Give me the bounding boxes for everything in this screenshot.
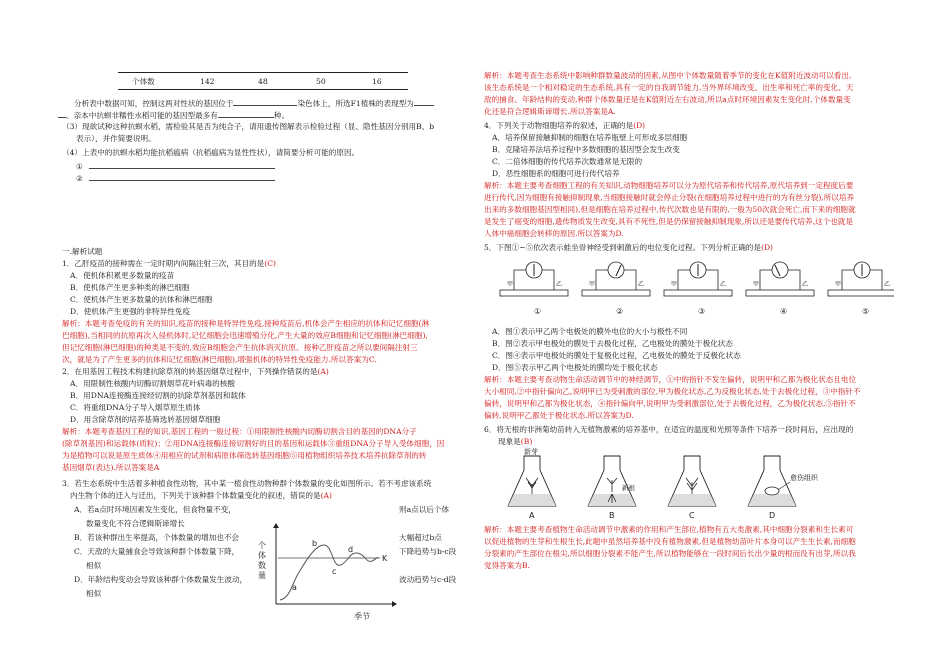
- graph-point-a: a: [292, 583, 297, 592]
- q5-analysis-4: 偏转,说明甲乙都处于极化状态.所以答案为D.: [484, 411, 634, 420]
- q6-analysis-3: 分裂素的产生部位在根尖,所以细胞分裂素不能产生,所以植物能够在一段时间后长出少量的根而没有出芽,所以我: [484, 549, 856, 558]
- q4r-option-a: A．培养保留接触抑制的细胞在培养瓶壁上可形成多层细胞: [492, 133, 688, 142]
- panel-2: [582, 262, 650, 296]
- q5-option-c: C．图④表示甲电极处的膜处于复极化过程，乙电极处的膜处于反极化状态: [492, 351, 741, 360]
- q2-stem-text: 2．在用基因工程技术构建抗除草剂的转基因烟草过程中，下列操作错误的是: [62, 367, 318, 376]
- analysis-text-a: 分析表中数据可知，控制这两对性状的基因位于: [74, 99, 234, 108]
- q2-analysis-1: 解析：本题考查基因工程的知识,基因工程的一般过程：①用限制性核酸内切酶切割含目的基因的DNA分子: [62, 427, 417, 436]
- q5-analysis-2: 大小相同,②中指针偏向乙,说明甲已为受刺激的部位,甲为极化状态,乙为反极化状态,处于去极化过程，③中指针不: [484, 387, 861, 396]
- q4r-answer: (D): [633, 121, 646, 130]
- flask-figure: [502, 448, 822, 520]
- population-graph: [256, 520, 398, 624]
- nerve-potential-figure: [494, 256, 894, 322]
- q3b-opt-c-right: 下降趋势与b-c段: [399, 547, 457, 556]
- q5-analysis-3: 偏转，说明甲和乙都为极化状态，④指针偏向甲,说明甲为受刺激部位,处于去极化过程，乙为极化状态,⑤指针不: [484, 399, 856, 408]
- flask-c-letter: C: [689, 511, 695, 520]
- panel-3: [664, 262, 732, 296]
- q5-option-d: D．图⑤表示甲乙两个电极处的膜均处于极化状态: [492, 363, 658, 372]
- q6-analysis-2: 以促进植物的生芽和生根生长,此题中虽然培养基中没有植物激素,但是植物幼苗叶片本身可以产生生长素,而细胞: [484, 537, 856, 546]
- panel-1: [500, 262, 568, 296]
- svg-text:乙: 乙: [884, 281, 891, 288]
- table-top-rule: [118, 72, 408, 73]
- q3b-opt-c-left: C．天敌的大量捕食会导致该种群个体数量下降，: [74, 547, 240, 556]
- graph-point-d: d: [348, 545, 354, 554]
- q5-stem: [484, 242, 773, 254]
- graph-ylabel-1: 个: [258, 541, 266, 550]
- q3b-opt-d-right: 波动趋势与c-d段: [399, 575, 457, 584]
- panel-label-1: ①: [534, 307, 542, 316]
- q3b-stem-1: 3．若生态系统中生活着多种植食性动物，其中某一植食性动物种群个体数量的变化如图所示。若不考虑该系统: [62, 479, 432, 488]
- graph-ylabel-4: 量: [258, 571, 266, 580]
- q3b-opt-a-left: A．若a点时环境因素发生变化，但食物量不变，: [74, 505, 236, 514]
- q1-option-c: C．使机体产生更多数量的抗体和淋巴细胞: [70, 295, 213, 304]
- label-callus: 愈伤组织: [790, 474, 818, 482]
- q3b-opt-a-cont: 数量变化不符合逻辑斯谛增长: [86, 519, 185, 528]
- blank-1[interactable]: [233, 97, 297, 106]
- q5-option-a: A．图①表示甲乙两个电极处的膜外电位的大小与极性不同: [492, 327, 688, 336]
- q4r-analysis-5: 人体中癌细胞会转移的原因.所以答案为D.: [484, 229, 624, 238]
- flask-c: [668, 456, 716, 520]
- q5-stem-text: 5．下图①~⑤依次表示蛙坐骨神经受到刺激后的电位变化过程。下列分析正确的是: [484, 243, 761, 252]
- q3b-opt-a-right: 则a点以后个体: [399, 505, 450, 514]
- flask-b: [588, 456, 636, 520]
- answer-line-2[interactable]: [89, 172, 275, 181]
- panel-label-2: ②: [616, 307, 624, 316]
- flask-a-letter: A: [529, 511, 535, 520]
- panel-5: [828, 262, 894, 296]
- svg-text:甲: 甲: [753, 281, 760, 288]
- q2-answer: (A): [317, 367, 329, 376]
- graph-k-label: K: [382, 554, 388, 563]
- q4r-option-c: C．二倍体细胞的传代培养次数通常是无限的: [492, 157, 643, 166]
- q5-answer: (D): [760, 243, 773, 252]
- svg-text:甲: 甲: [589, 281, 596, 288]
- svg-text:乙: 乙: [638, 281, 645, 288]
- analysis-line-1: [74, 97, 434, 110]
- q1-stem-text: 1．乙肝疫苗的接种需在一定时期内间隔注射三次，其目的是: [62, 259, 265, 268]
- q3-line-1: （3）现欲试种这种抗螟水稻，需检验其是否为纯合子，请用遗传图解表示检验过程（显、隐性基因分别用B、b: [62, 122, 435, 131]
- analysis-text-d: 种。: [273, 111, 290, 120]
- q1-option-b: B．使机体产生更多种类的淋巴细胞: [70, 283, 190, 292]
- q2-analysis-3: 为是植物可以说是原生质体④用相应的试剂和病原体筛选转基因细胞⑤用植物组织培养技术培养抗除草剂的转: [62, 451, 427, 460]
- svg-text:甲: 甲: [507, 281, 514, 288]
- flask-b-letter: B: [609, 511, 615, 520]
- table-cell-2: 48: [258, 77, 268, 86]
- q6-analysis-1: 解析：本题主要考查植物生命活动调节中激素的作用和产生部位,植物有五大类激素,其中细胞分裂素和生长素可: [484, 525, 854, 534]
- q4r-stem: [484, 120, 645, 132]
- q3b-opt-b-right: 大幅超过b点: [399, 533, 442, 542]
- flask-d-letter: D: [769, 511, 776, 520]
- q3b-opt-d-left: D．年龄结构变动会导致该种群个体数量发生波动，: [74, 575, 248, 584]
- table-cell-4: 16: [372, 77, 382, 86]
- q4-line-1: （4）上表中的抗螟水稻均能抗稻瘟病（抗稻瘟病为显性性状），请简要分析可能的原因。: [62, 148, 360, 157]
- q3-analysis-2: 该生态系统是一个相对稳定的生态系统,具有一定的自我调节能力,当外界环境改变、出生率和死亡率的变化、天: [484, 83, 854, 92]
- q3-analysis-4: 化还是符合逻辑斯谛增长.所以答案是A.: [484, 107, 616, 116]
- graph-ylabel-3: 数: [258, 561, 266, 570]
- q4r-option-d: D．恶性细胞系的细胞可进行传代培养: [492, 169, 620, 178]
- answer-line-1[interactable]: [89, 160, 275, 169]
- q4r-analysis-3: 出来的多数细胞基因型相同),但是细胞在培养过程中,传代次数也是有限的,一般为50次就会死亡,而下来的细胞就: [484, 205, 856, 214]
- q6-answer: (B): [520, 437, 533, 446]
- q1-analysis-2: 巴细胞),当相同的抗原再次入侵机体时,记忆细胞会迅速增殖分化,产生大量的效应B细胞和记忆细胞(淋巴细胞),: [62, 331, 428, 340]
- q2-analysis-2: (除草剂基因)和运载体(质粒)；②用DNA连接酶连接切割好的目的基因和运载体③重组DNA分子导入受体细胞，因: [62, 439, 445, 448]
- q1-option-d: D．使机体产生更强的非特异性免疫: [70, 307, 190, 316]
- q3-line-2: 表示），并作简要说明。: [76, 134, 156, 143]
- blank-3[interactable]: [218, 109, 274, 118]
- q4-marker-1: ①: [76, 162, 83, 171]
- q1-analysis-4: 次，就是为了产生更多的抗体和记忆细胞(淋巴细胞),增强机体的特异性免疫能力.所以答案为C.: [62, 355, 377, 364]
- analysis-line-2: [58, 109, 289, 122]
- svg-text:乙: 乙: [802, 281, 809, 288]
- q3b-opt-b-left: B．若该种群出生率提高，个体数量的增加也不会: [74, 533, 240, 542]
- analysis-text-b: 染色体上，所选F1植株的表现型为: [297, 99, 414, 108]
- q4-item-1: [76, 160, 275, 173]
- analysis-text-c: 。亲本中抗螟非糯性水稻可能的基因型最多有: [66, 111, 218, 120]
- q3b-stem-2: [70, 490, 332, 502]
- panel-label-5: ⑤: [862, 307, 870, 316]
- q6-stem-text: 现象是: [498, 437, 521, 446]
- graph-point-c: c: [332, 567, 337, 576]
- svg-text:甲: 甲: [671, 281, 678, 288]
- q4r-option-b: B．克隆培养法培养过程中多数细胞的基因型会发生改变: [492, 145, 680, 154]
- q3b-answer: (A): [320, 491, 333, 500]
- table-bottom-rule: [118, 89, 408, 90]
- q2-option-d: D．用含除草剂的培养基筛选转基因烟草细胞: [70, 415, 221, 424]
- graph-y-arrow: [273, 523, 279, 528]
- label-new-root: 新根: [622, 484, 635, 492]
- q6-stem-2: [498, 436, 532, 448]
- graph-x-arrow: [392, 601, 397, 607]
- flask-a: [508, 448, 556, 520]
- q2-option-a: A．用限制性核酸内切酶切割烟草花叶病毒的核酸: [70, 379, 235, 388]
- q2-analysis-4: 基因烟草(表达).所以答案是A: [62, 463, 160, 472]
- label-new-bud: 新芽: [524, 448, 538, 456]
- q6-stem-1: 6．将无根的非洲菊幼苗转入无植物激素的培养基中，在适宜的温度和光照等条件下培养一段时间后，应出现的: [484, 425, 854, 434]
- svg-text:甲: 甲: [835, 281, 842, 288]
- panel-label-3: ③: [698, 307, 706, 316]
- q1-stem: [62, 258, 276, 270]
- q2-option-c: C．将重组DNA分子导入烟草原生质体: [70, 403, 201, 412]
- table-cell-1: 142: [200, 77, 215, 86]
- section-heading: 一.解析试题: [62, 247, 103, 256]
- q1-analysis-3: 但记忆细胞(淋巴细胞)的种类是不变的,效应B细胞会产生抗体消灭抗原。接种乙肝疫苗之所以要间隔注射三: [62, 343, 418, 352]
- q4r-analysis-4: 是发生了癌变的细胞,遗传物质发生改变,具有不死性,但是仍保留接触抑制现象,所以还是要传代培养,这个也就是: [484, 217, 853, 226]
- q4r-stem-text: 4．下列关于动物细胞培养的叙述，正确的是: [484, 121, 634, 130]
- q5-analysis-1: 解析：本题主要考查动物生命活动调节中的神经调节，①中的指针不发生偏转，说明甲和乙都为极化状态且电位: [484, 375, 857, 384]
- q4-marker-2: ②: [76, 174, 83, 183]
- panel-label-4: ④: [780, 307, 788, 316]
- svg-text:乙: 乙: [556, 281, 563, 288]
- q2-option-b: B．用DNA连接酶连接经切割的抗除草剂基因和载体: [70, 391, 246, 400]
- graph-xlabel: 季节: [354, 612, 370, 621]
- graph-point-b: b: [312, 539, 318, 548]
- flask-d: [748, 456, 819, 520]
- q4r-analysis-2: 进行传代,因为细胞有接触抑制现象,当细胞接触时就会停止分裂(在细胞培养过程中进行的为有丝分裂),所以培养: [484, 193, 855, 202]
- graph-ylabel-2: 体: [258, 551, 266, 560]
- q3-analysis-3: 敌的捕食、年龄结构的变动,种群个体数量还是在K值附近左右波动,所以a点时环境因素发生变化时,个体数量变: [484, 95, 851, 104]
- q2-stem: [62, 366, 329, 378]
- q4r-analysis-1: 解析：本题主要考查细胞工程的有关知识,动物细胞培养可以分为原代培养和传代培养,原代培养到一定程度后要: [484, 181, 854, 190]
- svg-text:乙: 乙: [720, 281, 727, 288]
- table-cell-3: 50: [316, 77, 326, 86]
- table-row-label: 个体数: [132, 77, 155, 86]
- q3b-stem-text: 内生物个体的迁入与迁出，下列关于该种群个体数量变化的叙述，错误的是: [70, 491, 321, 500]
- q3b-opt-d-cont: 相似: [86, 589, 102, 598]
- q1-analysis-1: 解析：本题考查免疫的有关的知识,疫苗的接种是特异性免疫,接种疫苗后,机体会产生相应的抗体和记忆细胞(淋: [62, 319, 430, 328]
- q1-answer: (C): [264, 259, 277, 268]
- q3b-opt-c-cont: 相似: [86, 561, 102, 570]
- q4-item-2: [76, 172, 275, 185]
- q6-analysis-4: 觉得答案为B.: [484, 561, 530, 570]
- blank-2b[interactable]: [58, 109, 66, 118]
- panel-4: [746, 262, 814, 296]
- q1-option-a: A．使机体积累更多数量的疫苗: [70, 271, 175, 280]
- q5-option-b: B．图②表示甲电极处的膜处于去极化过程，乙电极处的膜处于极化状态: [492, 339, 733, 348]
- blank-2[interactable]: [414, 97, 434, 106]
- q3-analysis-1: 解析：本题考查生态系统中影响种群数量波动的因素,从图中个体数量随着季节的变化在K值附近波动可以看出,: [484, 71, 852, 80]
